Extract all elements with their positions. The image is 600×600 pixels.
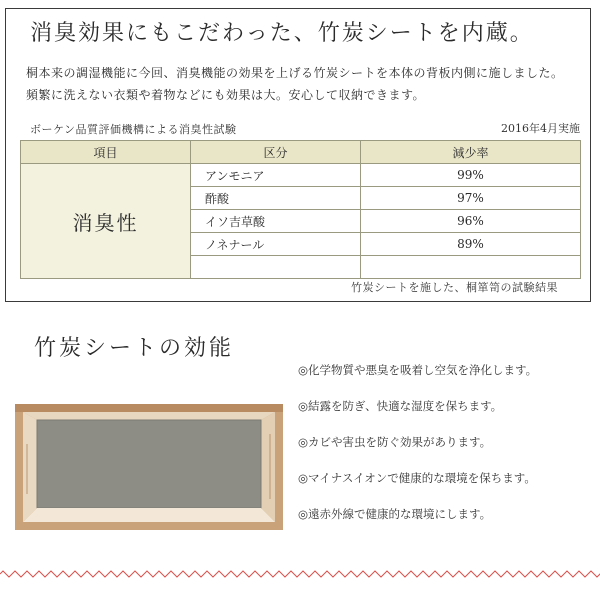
- reduction-value: 97%: [361, 187, 581, 210]
- reduction-value: [361, 256, 581, 279]
- table-header-row: [21, 141, 581, 164]
- list-item: ◎結露を防ぎ、快適な湿度を保ちます。: [298, 399, 503, 413]
- cabinet-inner-top: [23, 412, 275, 420]
- category-cell: 消臭性: [21, 164, 191, 279]
- list-item: ◎化学物質や悪臭を吸着し空気を浄化します。: [298, 363, 538, 377]
- substance-name: 酢酸: [191, 187, 361, 210]
- table-date: 2016年4月実施: [501, 122, 580, 135]
- substance-name: ノネナール: [191, 233, 361, 256]
- charcoal-sheet: [37, 420, 261, 508]
- header-reduction-rate: 減少率: [361, 141, 581, 164]
- cabinet-inner-bottom: [23, 508, 275, 522]
- list-item: ◎遠赤外線で健康的な環境にします。: [298, 507, 492, 521]
- benefits-title: 竹炭シートの効能: [34, 336, 235, 361]
- reduction-value: 89%: [361, 233, 581, 256]
- substance-name: [191, 256, 361, 279]
- reduction-value: 96%: [361, 210, 581, 233]
- description-text: 桐本来の調湿機能に今回、消臭機能の効果を上げる竹炭シートを本体の背板内側に施しました。頻繁に洗えない衣類や着物などにも効果は大。安心して収納できます。: [26, 66, 564, 102]
- wooden-cabinet-image: [15, 404, 283, 530]
- list-item: ◎カビや害虫を防ぐ効果があります。: [298, 435, 492, 449]
- deodorizing-test-table: [20, 140, 581, 279]
- table-row: [21, 164, 581, 187]
- substance-name: イソ吉草酸: [191, 210, 361, 233]
- cabinet-top-edge: [15, 404, 283, 412]
- header-item: 項目: [21, 141, 191, 164]
- table-note: 竹炭シートを施した、桐箪笥の試験結果: [351, 281, 558, 294]
- benefits-list: [298, 358, 598, 538]
- wavy-divider: [0, 564, 600, 584]
- cabinet-inner-right: [261, 412, 275, 522]
- page-title: 消臭効果にもこだわった、竹炭シートを内蔵。: [30, 21, 534, 46]
- header-category: 区分: [191, 141, 361, 164]
- list-item: ◎マイナスイオンで健康的な環境を保ちます。: [298, 471, 536, 485]
- substance-name: アンモニア: [191, 164, 361, 187]
- wavy-line: [0, 571, 600, 577]
- table-caption: ボーケン品質評価機構による消臭性試験: [30, 123, 237, 136]
- cabinet-inner-left: [23, 412, 37, 522]
- reduction-value: 99%: [361, 164, 581, 187]
